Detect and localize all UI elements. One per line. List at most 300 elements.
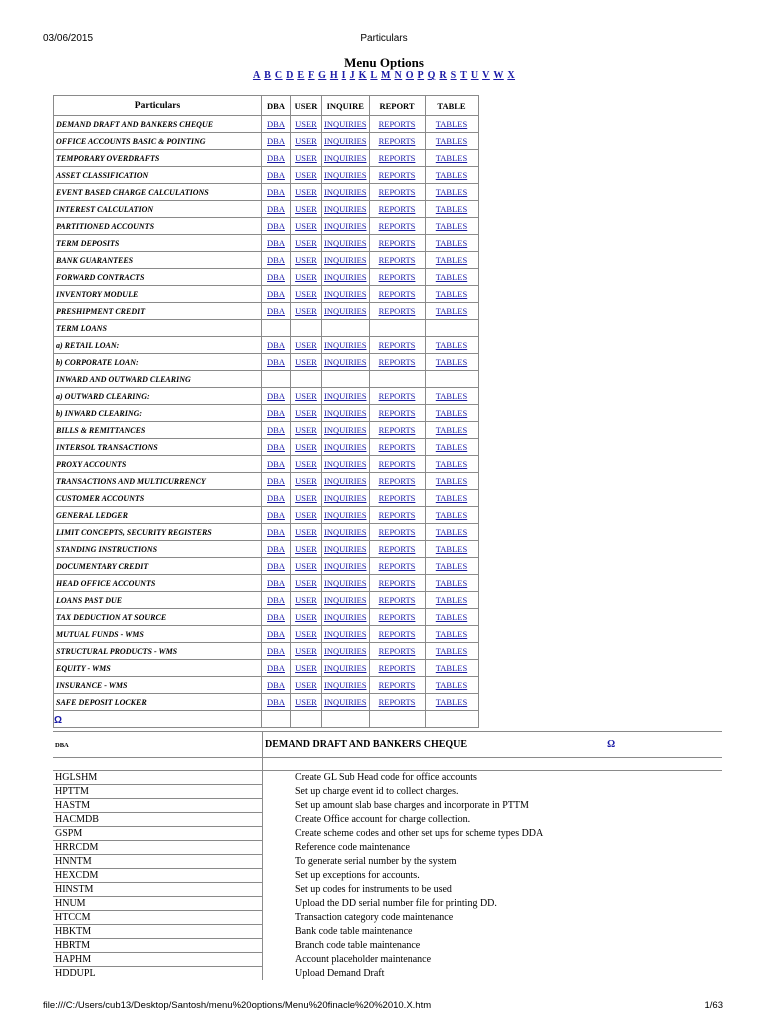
dba-link[interactable]: DBA — [262, 643, 291, 660]
menu-description: Account placeholder maintenance — [263, 953, 723, 967]
reports-link[interactable]: REPORTS — [369, 286, 425, 303]
dba-link[interactable]: DBA — [262, 592, 291, 609]
user-link[interactable]: USER — [291, 524, 322, 541]
inquiries-link[interactable]: INQUIRIES — [322, 405, 370, 422]
inquiries-link[interactable]: INQUIRIES — [322, 337, 370, 354]
row-particular: CUSTOMER ACCOUNTS — [54, 490, 262, 507]
menu-code: HAPHM — [53, 953, 263, 967]
dba-link[interactable]: DBA — [262, 660, 291, 677]
dba-link[interactable]: DBA — [262, 575, 291, 592]
user-link[interactable]: USER — [291, 677, 322, 694]
user-link[interactable]: USER — [291, 201, 322, 218]
user-link[interactable]: USER — [291, 167, 322, 184]
user-link[interactable]: USER — [291, 507, 322, 524]
menu-code: GSPM — [53, 827, 263, 841]
table-row — [54, 524, 479, 541]
user-link[interactable]: USER — [291, 694, 322, 711]
dba-link[interactable]: DBA — [262, 422, 291, 439]
menu-code: HASTM — [53, 799, 263, 813]
tables-link[interactable]: TABLES — [425, 405, 478, 422]
reports-link[interactable]: REPORTS — [369, 575, 425, 592]
col-header-dba: DBA — [262, 96, 291, 116]
tables-link[interactable]: TABLES — [425, 677, 478, 694]
row-particular: LOANS PAST DUE — [54, 592, 262, 609]
tables-link[interactable]: TABLES — [425, 473, 478, 490]
alphabet-link-l[interactable]: L — [370, 70, 378, 81]
tables-link — [425, 320, 478, 337]
tables-link[interactable]: TABLES — [425, 218, 478, 235]
reports-link[interactable]: REPORTS — [369, 660, 425, 677]
menu-description: Branch code table maintenance — [263, 939, 723, 953]
tables-link[interactable]: TABLES — [425, 643, 478, 660]
alphabet-link-r[interactable]: R — [439, 70, 448, 81]
table-row — [54, 303, 479, 320]
dba-link[interactable]: DBA — [262, 150, 291, 167]
user-link[interactable]: USER — [291, 456, 322, 473]
reports-link[interactable]: REPORTS — [369, 439, 425, 456]
table-row — [54, 490, 479, 507]
tables-link[interactable]: TABLES — [425, 541, 478, 558]
user-link[interactable]: USER — [291, 541, 322, 558]
dba-link[interactable]: DBA — [262, 303, 291, 320]
row-particular: a) OUTWARD CLEARING: — [54, 388, 262, 405]
reports-link[interactable]: REPORTS — [369, 456, 425, 473]
tables-link[interactable]: TABLES — [425, 269, 478, 286]
col-header-inquire: INQUIRE — [322, 96, 370, 116]
alphabet-link-j[interactable]: J — [349, 70, 356, 81]
table-row — [54, 167, 479, 184]
demand-draft-table — [53, 731, 722, 980]
row-particular: STANDING INSTRUCTIONS — [54, 541, 262, 558]
tables-link[interactable]: TABLES — [425, 490, 478, 507]
inquiries-link[interactable]: INQUIRIES — [322, 116, 370, 133]
alphabet-link-w[interactable]: W — [493, 70, 504, 81]
alphabet-link-a[interactable]: A — [252, 70, 261, 81]
reports-link[interactable]: REPORTS — [369, 541, 425, 558]
dd-section-label: DBA — [55, 741, 69, 749]
inquiries-link[interactable]: INQUIRIES — [322, 184, 370, 201]
inquiries-link[interactable]: INQUIRIES — [322, 150, 370, 167]
dba-link[interactable]: DBA — [262, 388, 291, 405]
reports-link[interactable]: REPORTS — [369, 218, 425, 235]
menu-description: Transaction category code maintenance — [263, 911, 723, 925]
inquiries-link[interactable]: INQUIRIES — [322, 167, 370, 184]
reports-link[interactable]: REPORTS — [369, 405, 425, 422]
alphabet-link-s[interactable]: S — [450, 70, 457, 81]
row-particular: INVENTORY MODULE — [54, 286, 262, 303]
dba-link[interactable]: DBA — [262, 609, 291, 626]
dba-link[interactable]: DBA — [262, 405, 291, 422]
reports-link[interactable]: REPORTS — [369, 507, 425, 524]
user-link[interactable]: USER — [291, 184, 322, 201]
menu-code: HPTTM — [53, 785, 263, 799]
row-particular: INTEREST CALCULATION — [54, 201, 262, 218]
row-particular: BILLS & REMITTANCES — [54, 422, 262, 439]
inquiries-link[interactable]: INQUIRIES — [322, 626, 370, 643]
table-row — [53, 841, 722, 855]
user-link[interactable]: USER — [291, 609, 322, 626]
row-particular: TAX DEDUCTION AT SOURCE — [54, 609, 262, 626]
reports-link[interactable]: REPORTS — [369, 677, 425, 694]
dba-link[interactable]: DBA — [262, 541, 291, 558]
inquiries-link[interactable]: INQUIRIES — [322, 388, 370, 405]
row-particular: DOCUMENTARY CREDIT — [54, 558, 262, 575]
user-link — [291, 371, 322, 388]
table-row — [54, 133, 479, 150]
user-link[interactable]: USER — [291, 422, 322, 439]
tables-link[interactable]: TABLES — [425, 337, 478, 354]
tables-link[interactable]: TABLES — [425, 201, 478, 218]
inquiries-link[interactable]: INQUIRIES — [322, 133, 370, 150]
inquiries-link[interactable]: INQUIRIES — [322, 609, 370, 626]
table-row — [54, 371, 479, 388]
inquiries-link[interactable]: INQUIRIES — [322, 524, 370, 541]
alphabet-link-p[interactable]: P — [417, 70, 425, 81]
menu-description: Upload Demand Draft — [263, 967, 723, 981]
alphabet-link-c[interactable]: C — [274, 70, 283, 81]
tables-link[interactable]: TABLES — [425, 286, 478, 303]
reports-link[interactable]: REPORTS — [369, 252, 425, 269]
table-row — [54, 592, 479, 609]
inquiries-link[interactable]: INQUIRIES — [322, 201, 370, 218]
dba-link[interactable]: DBA — [262, 694, 291, 711]
dba-link[interactable]: DBA — [262, 167, 291, 184]
reports-link[interactable]: REPORTS — [369, 116, 425, 133]
alphabet-link-o[interactable]: O — [405, 70, 414, 81]
table-row — [54, 116, 479, 133]
dd-section-title: DEMAND DRAFT AND BANKERS CHEQUE — [265, 739, 468, 750]
table-row — [54, 422, 479, 439]
reports-link[interactable]: REPORTS — [369, 473, 425, 490]
table-row — [54, 184, 479, 201]
user-link[interactable]: USER — [291, 235, 322, 252]
dba-link[interactable]: DBA — [262, 456, 291, 473]
dba-link[interactable]: DBA — [262, 133, 291, 150]
inquiries-link[interactable]: INQUIRIES — [322, 269, 370, 286]
inquiries-link[interactable]: INQUIRIES — [322, 422, 370, 439]
menu-code: HTCCM — [53, 911, 263, 925]
reports-link — [369, 320, 425, 337]
alphabet-link-d[interactable]: D — [286, 70, 294, 81]
user-link — [291, 320, 322, 337]
table-row — [53, 827, 722, 841]
inquiries-link[interactable]: INQUIRIES — [322, 541, 370, 558]
table-row — [54, 218, 479, 235]
user-link[interactable]: USER — [291, 643, 322, 660]
reports-link[interactable]: REPORTS — [369, 694, 425, 711]
reports-link[interactable]: REPORTS — [369, 490, 425, 507]
reports-link[interactable]: REPORTS — [369, 337, 425, 354]
user-link[interactable]: USER — [291, 150, 322, 167]
dd-blank-row — [53, 758, 722, 771]
menu-description: Bank code table maintenance — [263, 925, 723, 939]
dba-link[interactable]: DBA — [262, 558, 291, 575]
table-row — [54, 439, 479, 456]
dba-link[interactable]: DBA — [262, 626, 291, 643]
dba-link[interactable]: DBA — [262, 116, 291, 133]
inquiries-link[interactable]: INQUIRIES — [322, 218, 370, 235]
menu-table — [53, 95, 479, 728]
reports-link — [369, 371, 425, 388]
tables-link[interactable]: TABLES — [425, 116, 478, 133]
row-particular: DEMAND DRAFT AND BANKERS CHEQUE — [54, 116, 262, 133]
reports-link[interactable]: REPORTS — [369, 524, 425, 541]
menu-code: HDDUPL — [53, 967, 263, 981]
menu-code: HNNTM — [53, 855, 263, 869]
dba-link[interactable]: DBA — [262, 201, 291, 218]
print-date: 03/06/2015 — [43, 33, 94, 44]
table-row — [54, 711, 479, 728]
menu-description: Create Office account for charge collection. — [263, 813, 723, 827]
inquiries-link[interactable]: INQUIRIES — [322, 507, 370, 524]
user-link[interactable]: USER — [291, 592, 322, 609]
inquiries-link[interactable]: INQUIRIES — [322, 660, 370, 677]
back-to-top-link[interactable]: Ω — [54, 715, 63, 726]
user-link[interactable]: USER — [291, 218, 322, 235]
dba-link[interactable]: DBA — [262, 286, 291, 303]
user-link[interactable]: USER — [291, 558, 322, 575]
tables-link[interactable]: TABLES — [425, 524, 478, 541]
tables-link[interactable]: TABLES — [425, 422, 478, 439]
dba-link[interactable]: DBA — [262, 677, 291, 694]
row-particular: PARTITIONED ACCOUNTS — [54, 218, 262, 235]
table-row — [53, 813, 722, 827]
user-link[interactable]: USER — [291, 252, 322, 269]
alphabet-link-i[interactable]: I — [341, 70, 347, 81]
dba-link[interactable]: DBA — [262, 490, 291, 507]
alphabet-link-b[interactable]: B — [264, 70, 272, 81]
page-title: Menu Options — [344, 55, 424, 70]
alphabet-link-m[interactable]: M — [381, 70, 391, 81]
alphabet-index — [0, 70, 768, 81]
user-link[interactable]: USER — [291, 388, 322, 405]
inquiries-link — [322, 320, 370, 337]
row-particular: LIMIT CONCEPTS, SECURITY REGISTERS — [54, 524, 262, 541]
row-particular: INTERSOL TRANSACTIONS — [54, 439, 262, 456]
user-link[interactable]: USER — [291, 660, 322, 677]
table-row — [53, 785, 722, 799]
alphabet-link-k[interactable]: K — [358, 70, 367, 81]
table-row — [54, 677, 479, 694]
menu-description: Create GL Sub Head code for office accounts — [263, 771, 723, 785]
user-link[interactable]: USER — [291, 337, 322, 354]
table-row — [54, 235, 479, 252]
row-particular: EQUITY - WMS — [54, 660, 262, 677]
row-particular: b) CORPORATE LOAN: — [54, 354, 262, 371]
alphabet-link-h[interactable]: H — [329, 70, 339, 81]
alphabet-link-v[interactable]: V — [482, 70, 490, 81]
row-particular: STRUCTURAL PRODUCTS - WMS — [54, 643, 262, 660]
inquiries-link[interactable]: INQUIRIES — [322, 490, 370, 507]
inquiries-link[interactable]: INQUIRIES — [322, 439, 370, 456]
row-particular: EVENT BASED CHARGE CALCULATIONS — [54, 184, 262, 201]
inquiries-link[interactable]: INQUIRIES — [322, 677, 370, 694]
user-link[interactable]: USER — [291, 116, 322, 133]
reports-link[interactable]: REPORTS — [369, 558, 425, 575]
row-particular: PRESHIPMENT CREDIT — [54, 303, 262, 320]
reports-link[interactable]: REPORTS — [369, 150, 425, 167]
row-particular: TEMPORARY OVERDRAFTS — [54, 150, 262, 167]
alphabet-link-q[interactable]: Q — [427, 70, 436, 81]
table-row — [54, 660, 479, 677]
reports-link[interactable]: REPORTS — [369, 643, 425, 660]
reports-link[interactable]: REPORTS — [369, 626, 425, 643]
inquiries-link[interactable]: INQUIRIES — [322, 456, 370, 473]
dd-top-link[interactable]: Ω — [607, 739, 616, 750]
menu-description: Create scheme codes and other set ups for scheme types DDA — [263, 827, 723, 841]
tables-link[interactable]: TABLES — [425, 609, 478, 626]
table-row — [54, 337, 479, 354]
menu-code: HBKTM — [53, 925, 263, 939]
row-particular: TERM LOANS — [54, 320, 262, 337]
alphabet-link-f[interactable]: F — [307, 70, 315, 81]
reports-link[interactable]: REPORTS — [369, 354, 425, 371]
table-row — [54, 507, 479, 524]
tables-link[interactable]: TABLES — [425, 558, 478, 575]
row-particular: INWARD AND OUTWARD CLEARING — [54, 371, 262, 388]
reports-link[interactable]: REPORTS — [369, 133, 425, 150]
user-link[interactable]: USER — [291, 626, 322, 643]
alphabet-link-n[interactable]: N — [394, 70, 403, 81]
user-link[interactable]: USER — [291, 405, 322, 422]
alphabet-link-g[interactable]: G — [318, 70, 327, 81]
dba-link[interactable]: DBA — [262, 252, 291, 269]
user-link — [291, 711, 322, 728]
row-particular: a) RETAIL LOAN: — [54, 337, 262, 354]
menu-code: HGLSHM — [53, 771, 263, 785]
col-header-table: TABLE — [425, 96, 478, 116]
row-particular: GENERAL LEDGER — [54, 507, 262, 524]
reports-link[interactable]: REPORTS — [369, 303, 425, 320]
dba-link — [262, 320, 291, 337]
dba-link[interactable]: DBA — [262, 473, 291, 490]
inquiries-link[interactable]: INQUIRIES — [322, 354, 370, 371]
row-particular: b) INWARD CLEARING: — [54, 405, 262, 422]
inquiries-link[interactable]: INQUIRIES — [322, 694, 370, 711]
dba-link[interactable]: DBA — [262, 269, 291, 286]
tables-link[interactable]: TABLES — [425, 507, 478, 524]
alphabet-link-e[interactable]: E — [297, 70, 305, 81]
tables-link[interactable]: TABLES — [425, 575, 478, 592]
inquiries-link[interactable]: INQUIRIES — [322, 558, 370, 575]
reports-link[interactable]: REPORTS — [369, 201, 425, 218]
inquiries-link[interactable]: INQUIRIES — [322, 575, 370, 592]
table-row — [54, 269, 479, 286]
inquiries-link — [322, 371, 370, 388]
table-row — [53, 883, 722, 897]
inquiries-link[interactable]: INQUIRIES — [322, 303, 370, 320]
tables-link[interactable]: TABLES — [425, 150, 478, 167]
tables-link[interactable]: TABLES — [425, 626, 478, 643]
table-row — [54, 575, 479, 592]
dba-link[interactable]: DBA — [262, 439, 291, 456]
tables-link[interactable]: TABLES — [425, 184, 478, 201]
table-row — [53, 771, 722, 785]
tables-link[interactable]: TABLES — [425, 252, 478, 269]
row-particular: MUTUAL FUNDS - WMS — [54, 626, 262, 643]
tables-link[interactable]: TABLES — [425, 303, 478, 320]
table-row — [54, 643, 479, 660]
table-row — [53, 953, 722, 967]
table-row — [53, 897, 722, 911]
inquiries-link[interactable]: INQUIRIES — [322, 473, 370, 490]
inquiries-link[interactable]: INQUIRIES — [322, 235, 370, 252]
reports-link[interactable]: REPORTS — [369, 388, 425, 405]
reports-link[interactable]: REPORTS — [369, 167, 425, 184]
dba-link[interactable]: DBA — [262, 507, 291, 524]
menu-table-header — [54, 96, 479, 116]
reports-link[interactable]: REPORTS — [369, 235, 425, 252]
user-link[interactable]: USER — [291, 286, 322, 303]
inquiries-link[interactable]: INQUIRIES — [322, 286, 370, 303]
user-link[interactable]: USER — [291, 575, 322, 592]
dba-link[interactable]: DBA — [262, 337, 291, 354]
col-header-particulars: Particulars — [54, 96, 262, 116]
tables-link[interactable]: TABLES — [425, 133, 478, 150]
table-row — [54, 558, 479, 575]
table-row — [54, 456, 479, 473]
tables-link — [425, 711, 478, 728]
reports-link[interactable]: REPORTS — [369, 592, 425, 609]
inquiries-link[interactable]: INQUIRIES — [322, 252, 370, 269]
table-row — [54, 405, 479, 422]
dba-link[interactable]: DBA — [262, 354, 291, 371]
tables-link[interactable]: TABLES — [425, 660, 478, 677]
tables-link[interactable]: TABLES — [425, 439, 478, 456]
menu-description: Set up exceptions for accounts. — [263, 869, 723, 883]
menu-code: HINSTM — [53, 883, 263, 897]
inquiries-link[interactable]: INQUIRIES — [322, 643, 370, 660]
alphabet-link-u[interactable]: U — [470, 70, 479, 81]
tables-link[interactable]: TABLES — [425, 354, 478, 371]
dba-link[interactable]: DBA — [262, 184, 291, 201]
user-link[interactable]: USER — [291, 473, 322, 490]
tables-link[interactable]: TABLES — [425, 167, 478, 184]
dba-link[interactable]: DBA — [262, 235, 291, 252]
row-particular: PROXY ACCOUNTS — [54, 456, 262, 473]
reports-link[interactable]: REPORTS — [369, 422, 425, 439]
user-link[interactable]: USER — [291, 133, 322, 150]
row-particular: HEAD OFFICE ACCOUNTS — [54, 575, 262, 592]
dba-link[interactable]: DBA — [262, 218, 291, 235]
tables-link[interactable]: TABLES — [425, 592, 478, 609]
row-particular: TRANSACTIONS AND MULTICURRENCY — [54, 473, 262, 490]
user-link[interactable]: USER — [291, 354, 322, 371]
dba-link — [262, 711, 291, 728]
reports-link — [369, 711, 425, 728]
dd-header-row — [53, 732, 722, 758]
dba-link[interactable]: DBA — [262, 524, 291, 541]
tables-link[interactable]: TABLES — [425, 456, 478, 473]
user-link[interactable]: USER — [291, 439, 322, 456]
user-link[interactable]: USER — [291, 269, 322, 286]
table-row — [54, 473, 479, 490]
table-row — [53, 799, 722, 813]
tables-link[interactable]: TABLES — [425, 388, 478, 405]
inquiries-link[interactable]: INQUIRIES — [322, 592, 370, 609]
alphabet-link-t[interactable]: T — [460, 70, 468, 81]
user-link[interactable]: USER — [291, 490, 322, 507]
alphabet-link-x[interactable]: X — [507, 70, 516, 81]
user-link[interactable]: USER — [291, 303, 322, 320]
tables-link[interactable]: TABLES — [425, 694, 478, 711]
table-row — [54, 286, 479, 303]
tables-link[interactable]: TABLES — [425, 235, 478, 252]
reports-link[interactable]: REPORTS — [369, 184, 425, 201]
reports-link[interactable]: REPORTS — [369, 269, 425, 286]
menu-description: Reference code maintenance — [263, 841, 723, 855]
reports-link[interactable]: REPORTS — [369, 609, 425, 626]
